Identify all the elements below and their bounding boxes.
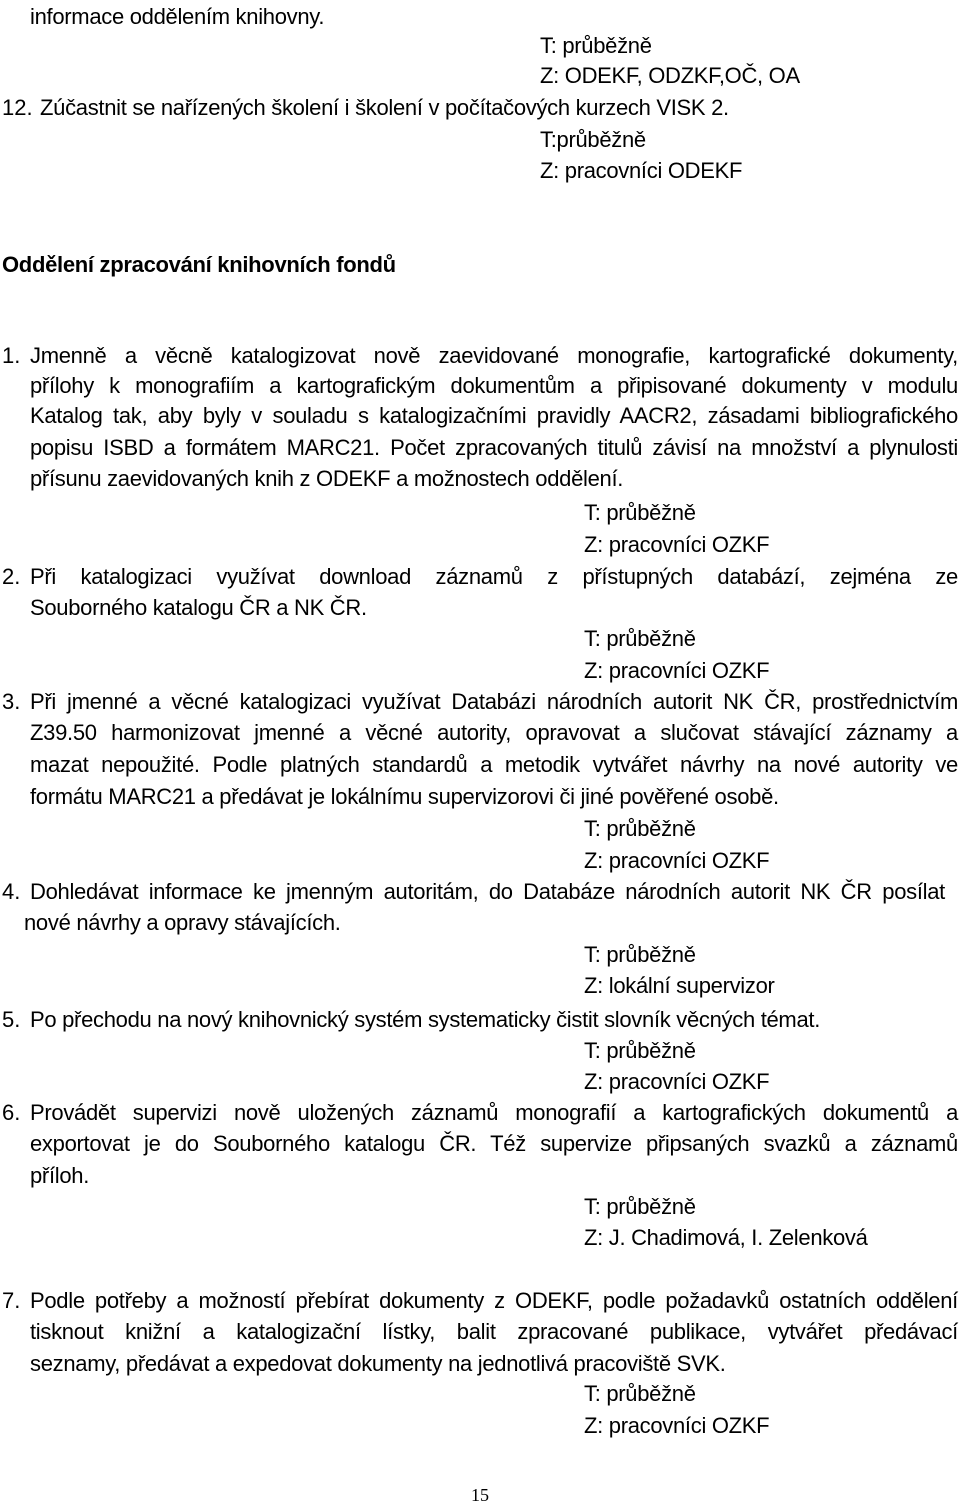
item-text-line: Z39.50 harmonizovat jmenné a věcné autority, opravovat a slučovat stávající záznamy a [30,720,958,745]
responsible-text: Z: pracovníci OZKF [584,1069,770,1094]
term-text: T: průběžně [584,1381,696,1406]
responsible-text: Z: pracovníci ODEKF [540,158,743,183]
item-text-line: mazat nepoužité. Podle platných standardů a metodik vytvářet návrhy na nové autority ve [30,752,958,777]
item-text-line: přísunu zaevidovaných knih z ODEKF a možnostech oddělení. [30,466,624,491]
responsible-text: Z: pracovníci OZKF [584,658,770,683]
item-text-line: přílohy k monografiím a kartografickým dokumentům a připisované dokumenty v modulu [30,373,958,398]
item-text-line: Souborného katalogu ČR a NK ČR. [30,595,367,620]
responsible-text: Z: pracovníci OZKF [584,848,770,873]
item-text-line: Při katalogizaci využívat download záznamů z přístupných databází, zejména ze [30,564,958,589]
item-number: 6. [2,1100,21,1125]
term-text: T: průběžně [584,942,696,967]
term-text: T:průběžně [540,127,646,152]
item-number: 3. [2,689,21,714]
item-text-line: formátu MARC21 a předávat je lokálnímu supervizorovi či jiné pověřené osobě. [30,784,779,809]
responsible-text: Z: J. Chadimová, I. Zelenková [584,1225,868,1250]
item-number: 4. [2,879,21,904]
item-number: 7. [2,1288,21,1313]
term-text: T: průběžně [584,1194,696,1219]
responsible-text: Z: lokální supervizor [584,973,775,998]
term-text: T: průběžně [540,33,652,58]
item-text-line: Dohledávat informace ke jmenným autoritám, do Databáze národních autorit NK ČR posílat [30,879,945,904]
item-text-line: popisu ISBD a formátem MARC21. Počet zpracovaných titulů závisí na množství a plynulosti [30,435,958,460]
item-number: 5. [2,1007,21,1032]
item-text-line: tisknout knižní a katalogizační lístky, balit zpracované publikace, vytvářet předávací [30,1319,958,1344]
term-text: T: průběžně [584,626,696,651]
item-text-line: Jmenně a věcně katalogizovat nově zaevidované monografie, kartografické dokumenty, [30,343,958,368]
item-text-line: Po přechodu na nový knihovnický systém systematicky čistit slovník věcných témat. [30,1007,821,1032]
item-text-line: Při jmenné a věcné katalogizaci využívat Databázi národních autorit NK ČR, prostřednictvím [30,689,958,714]
item-text-line: Podle potřeby a možností přebírat dokumenty z ODEKF, podle požadavků ostatních oddělení [30,1288,958,1313]
item-text-line: Katalog tak, aby byly v souladu s katalogizačními pravidly AACR2, zásadami bibliografického [30,403,958,428]
page-number: 15 [471,1485,489,1505]
term-text: T: průběžně [584,816,696,841]
item-text-line: Provádět supervizi nově uložených záznamů monografií a kartografických dokumentů a [30,1100,958,1125]
item-number: 1. [2,343,21,368]
item-number: 12. [2,95,33,120]
item-number: 2. [2,564,21,589]
section-heading: Oddělení zpracování knihovních fondů [2,252,396,277]
term-text: T: průběžně [584,1038,696,1063]
item-text-line: Zúčastnit se nařízených školení i školení v počítačových kurzech VISK 2. [40,95,729,120]
responsible-text: Z: pracovníci OZKF [584,532,770,557]
item-text-line: seznamy, předávat a expedovat dokumenty na jednotlivá pracoviště SVK. [30,1351,726,1376]
responsible-text: Z: ODEKF, ODZKF,OČ, OA [540,63,800,88]
term-text: T: průběžně [584,500,696,525]
item-text-line: příloh. [30,1163,90,1188]
responsible-text: Z: pracovníci OZKF [584,1413,770,1438]
item-text-line: exportovat je do Souborného katalogu ČR. Též supervize připsaných svazků a záznamů [30,1131,958,1156]
intro-line: informace oddělením knihovny. [30,4,325,29]
item-text-line: nové návrhy a opravy stávajících. [24,910,341,935]
